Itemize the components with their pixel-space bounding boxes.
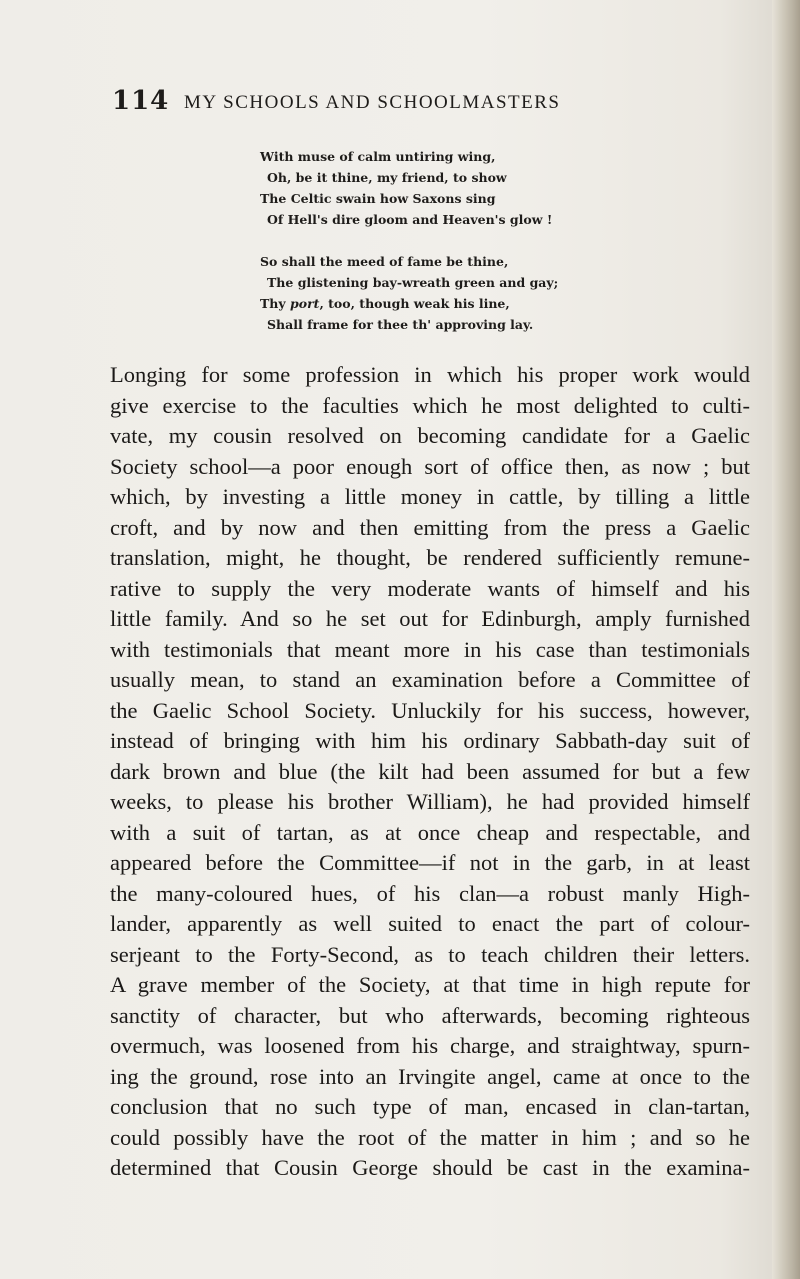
- prose-line: instead of bringing with him his ordinary Sabbath-day suit of: [110, 728, 750, 753]
- prose-line: vate, my cousin resolved on becoming candidate for a Gaelic: [110, 423, 750, 448]
- stanza-1: [260, 146, 740, 230]
- prose-line: rative to supply the very moderate wants of himself and his: [110, 575, 750, 601]
- verse-line: So shall the meed of fame be thine,: [260, 254, 509, 269]
- prose-line: appeared before the Committee—if not in the garb, in at least: [110, 850, 750, 875]
- page-edge-shadow: [772, 0, 800, 1279]
- prose-line: usually mean, to stand an examination before a Committee of: [110, 667, 750, 692]
- page-number: 114: [112, 86, 170, 116]
- verse-line: With muse of calm untiring wing,: [260, 149, 496, 164]
- verse-line: [260, 293, 740, 314]
- prose-line: little family. And so he set out for Edinburgh, amply furnished: [110, 606, 750, 631]
- prose-line: the Gaelic School Society. Unluckily for his success, however,: [110, 697, 750, 723]
- prose-line: with testimonials that meant more in his case than testimonials: [110, 636, 750, 662]
- verse-line: The Celtic swain how Saxons sing: [260, 191, 496, 206]
- prose-line: overmuch, was loosened from his charge, and straightway, spurn-: [110, 1033, 750, 1058]
- prose-line: which, by investing a little money in cattle, by tilling a little: [110, 484, 750, 509]
- prose-line: determined that Cousin George should be cast in the examina-: [110, 1155, 750, 1180]
- prose-line: the many-coloured hues, of his clan—a robust manly High-: [110, 880, 750, 906]
- verse-block: [260, 146, 740, 356]
- prose-line: could possibly have the root of the matter in him ; and so he: [110, 1124, 750, 1150]
- verse-line: Of Hell's dire gloom and Heaven's glow !: [267, 212, 553, 227]
- prose-line: A grave member of the Society, at that time in high repute for: [110, 972, 750, 997]
- page-header: [0, 86, 800, 126]
- prose-line: with a suit of tartan, as at once cheap and respectable, and: [110, 819, 750, 845]
- running-title: MY SCHOOLS AND SCHOOLMASTERS: [184, 92, 561, 113]
- prose-line: sanctity of character, but who afterwards, becoming righteous: [110, 1002, 750, 1028]
- verse-line: Oh, be it thine, my friend, to show: [267, 170, 507, 185]
- verse-line: The glistening bay-wreath green and gay;: [267, 275, 559, 290]
- verse-line: Shall frame for thee th' approving lay.: [267, 317, 534, 332]
- prose-line: conclusion that no such type of man, encased in clan-tartan,: [110, 1094, 750, 1119]
- verse-line-end: , too, though weak his line,: [319, 296, 510, 311]
- verse-italic-word: port: [290, 296, 320, 311]
- stanza-2: [260, 251, 740, 335]
- prose-line: Society school—a poor enough sort of office then, as now ; but: [110, 453, 750, 479]
- prose-line: weeks, to please his brother William), he had provided himself: [110, 789, 750, 814]
- prose-paragraph: [110, 360, 750, 1184]
- prose-line: lander, apparently as well suited to enact the part of colour-: [110, 911, 750, 936]
- prose-line: give exercise to the faculties which he most delighted to culti-: [110, 392, 750, 418]
- prose-line: Longing for some profession in which his proper work would: [110, 362, 750, 387]
- prose-line: dark brown and blue (the kilt had been assumed for but a few: [110, 758, 750, 784]
- prose-line: serjeant to the Forty-Second, as to teach children their letters.: [110, 941, 750, 967]
- prose-line: ing the ground, rose into an Irvingite angel, came at once to the: [110, 1063, 750, 1089]
- verse-line-start: Thy: [260, 296, 286, 311]
- prose-line: croft, and by now and then emitting from the press a Gaelic: [110, 514, 750, 540]
- prose-line: translation, might, he thought, be rendered sufficiently remune-: [110, 545, 750, 570]
